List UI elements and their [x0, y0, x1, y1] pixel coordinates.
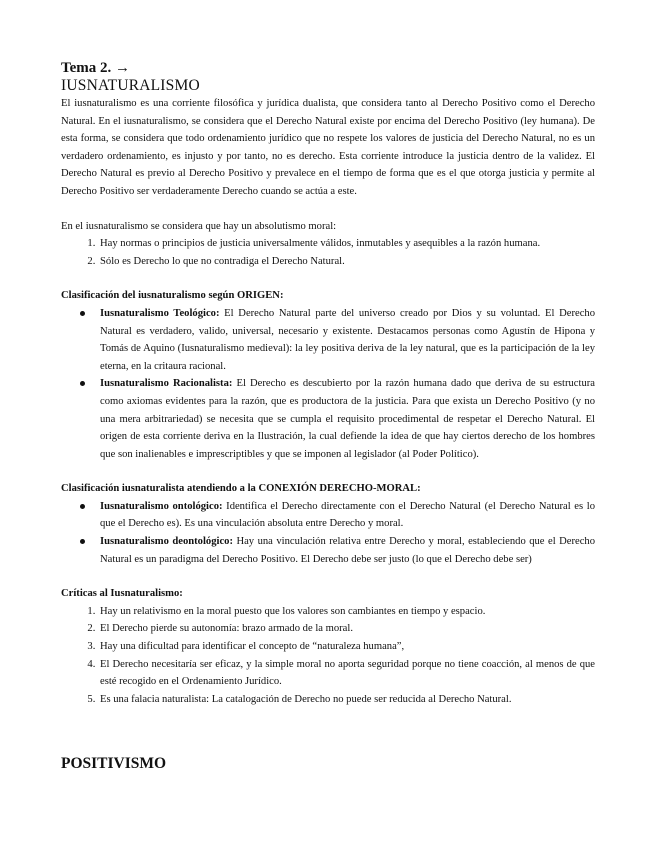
bullet-icon — [80, 311, 85, 316]
list-item — [98, 498, 595, 533]
list-item — [98, 533, 595, 568]
document-content — [61, 60, 595, 708]
criticas-section-title: Críticas al Iusnaturalismo: — [61, 588, 183, 600]
list-item: 3. Hay una dificultad para identificar el concepto de “naturaleza humana”, — [98, 638, 595, 656]
topic-label: Tema 2. → — [61, 60, 131, 76]
term-label: Iusnaturalismo deontológico: — [100, 536, 233, 548]
list-item — [98, 375, 595, 463]
origen-section-title: Clasificación del iusnaturalismo según ORIGEN: — [61, 290, 284, 302]
list-item: 1. Hay un relativismo en la moral puesto que los valores son cambiantes en tiempo y espacio. — [98, 603, 595, 621]
criticas-list — [61, 603, 595, 709]
heading-iusnaturalismo: IUSNATURALISMO — [61, 77, 200, 94]
bullet-icon — [80, 539, 85, 544]
term-label: Iusnaturalismo ontológico: — [100, 500, 223, 512]
conexion-list — [61, 498, 595, 568]
list-item: 2. Sólo es Derecho lo que no contradiga el Derecho Natural. — [98, 253, 595, 271]
origen-list — [61, 305, 595, 463]
heading-positivismo: POSITIVISMO — [61, 755, 167, 772]
absolutismo-intro: En el iusnaturalismo se considera que hay un absolutismo moral: — [61, 220, 337, 232]
term-description: Hay una vinculación relativa entre Derecho y moral, estableciendo que el Derecho Natural es un paradigma del Derecho Positivo. El Derecho debe ser justo (lo que el Derecho debe ser) — [100, 536, 595, 565]
bullet-icon — [80, 381, 85, 386]
term-label: Iusnaturalismo Racionalista: — [100, 378, 233, 390]
term-description: El Derecho es descubierto por la razón humana dado que deriva de su estructura como axiomas evidentes para la razón, que es productora de la justicia. Para que exista un Derecho Positivo (y no una mera arbitrariedad) se necesita que se cumpla el requisito procedimental de respetar el Derecho Natural. El origen de esta corriente deriva en la Ilustración, la cual defiende la idea de que hay ciertos derecho de los hombres que son inalienables e imprescriptibles y que se imponen al legislador (al Poder Político). — [100, 378, 595, 460]
absolutismo-list — [61, 235, 595, 270]
conexion-section-title: Clasificación iusnaturalista atendiendo a la CONEXIÓN DERECHO-MORAL: — [61, 483, 421, 495]
bullet-icon — [80, 504, 85, 509]
intro-paragraph: El iusnaturalismo es una corriente filosófica y jurídica dualista, que considera tanto al Derecho Positivo como el Derecho Natural. En el iusnaturalismo, se considera que el Derecho Natural existe por encima del Derecho Positivo (ley humana). De esta forma, se considera que todo ordenamiento jurídico que no respete los valores de justicia del Derecho Natural, no es un verdadero ordenamiento, es injusto y por tanto, no es derecho. Esta corriente introduce la justicia dentro de la validez. El Derecho Natural es previo al Derecho Positivo y prevalece en el tiempo de forma que es el que otorga justicia y permite al Derecho Positivo ser verdaderamente Derecho cuando se actúa a este. — [61, 98, 595, 197]
term-label: Iusnaturalismo Teológico: — [100, 307, 220, 319]
term-description: Identifica el Derecho directamente con el Derecho Natural (el Derecho Natural es lo que el Derecho es). Es una vinculación absoluta entre Derecho y moral. — [100, 500, 595, 530]
list-item: 1. Hay normas o principios de justicia universalmente válidos, inmutables y asequibles a la razón humana. — [98, 235, 595, 253]
list-item: 2. El Derecho pierde su autonomía: brazo armado de la moral. — [98, 620, 595, 638]
list-item: 4. El Derecho necesitaría ser eficaz, y la simple moral no aporta seguridad porque no tiene coacción, al menos de que esté recogido en el Ordenamiento Jurídico. — [98, 656, 595, 691]
list-item: 5. Es una falacia naturalista: La catalogación de Derecho no puede ser reducida al Derecho Natural. — [98, 691, 595, 709]
list-item — [98, 305, 595, 375]
term-description: El Derecho Natural parte del universo creado por Dios y su voluntad. El Derecho Natural es verdadero, valido, universal, necesario y existente. Destacamos personas como Agustín de Hipona y Tomás de Aquino (Iusnaturalismo medieval): la ley positiva deriva de la ley natural, que es la participación de la ley eterna, en la critaura racional. — [100, 307, 595, 372]
